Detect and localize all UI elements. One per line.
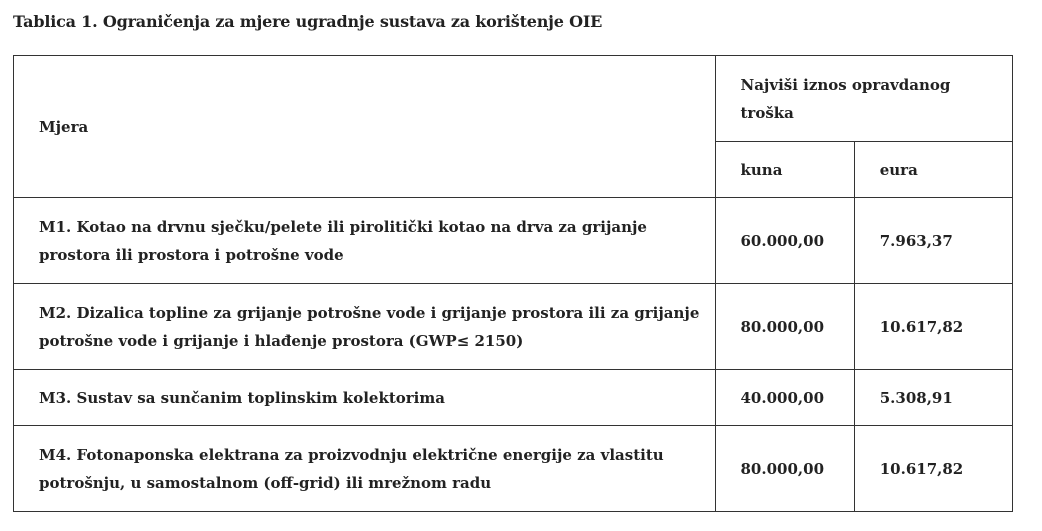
header-eura: eura: [854, 142, 1012, 198]
table-row: [14, 284, 1013, 370]
measure-cell: M2. Dizalica topline za grijanje potrošne vode i grijanje prostora ili za grijanje potrošne vode i grijanje i hlađenje prostora (GWP≤ 2150): [14, 284, 716, 370]
eura-cell: 10.617,82: [854, 284, 1012, 370]
measure-cell: M3. Sustav sa sunčanim toplinskim kolektorima: [14, 370, 716, 426]
cost-limits-table: [13, 55, 1013, 512]
header-kuna: kuna: [715, 142, 854, 198]
measure-cell: M4. Fotonaponska elektrana za proizvodnju električne energije za vlastitu potrošnju, u samostalnom (off-grid) ili mrežnom radu: [14, 426, 716, 512]
eura-cell: 5.308,91: [854, 370, 1012, 426]
table-row: [14, 198, 1013, 284]
kuna-cell: 80.000,00: [715, 426, 854, 512]
measure-cell: M1. Kotao na drvnu sječku/pelete ili pirolitički kotao na drva za grijanje prostora ili prostora i potrošne vode: [14, 198, 716, 284]
table-row: [14, 370, 1013, 426]
header-cost-group: Najviši iznos opravdanog troška: [715, 56, 1013, 142]
kuna-cell: 60.000,00: [715, 198, 854, 284]
table-caption: Tablica 1. Ograničenja za mjere ugradnje sustava za korištenje OIE: [13, 12, 603, 31]
eura-cell: 7.963,37: [854, 198, 1012, 284]
header-measure: Mjera: [14, 56, 716, 198]
kuna-cell: 40.000,00: [715, 370, 854, 426]
table-row: [14, 426, 1013, 512]
eura-cell: 10.617,82: [854, 426, 1012, 512]
kuna-cell: 80.000,00: [715, 284, 854, 370]
